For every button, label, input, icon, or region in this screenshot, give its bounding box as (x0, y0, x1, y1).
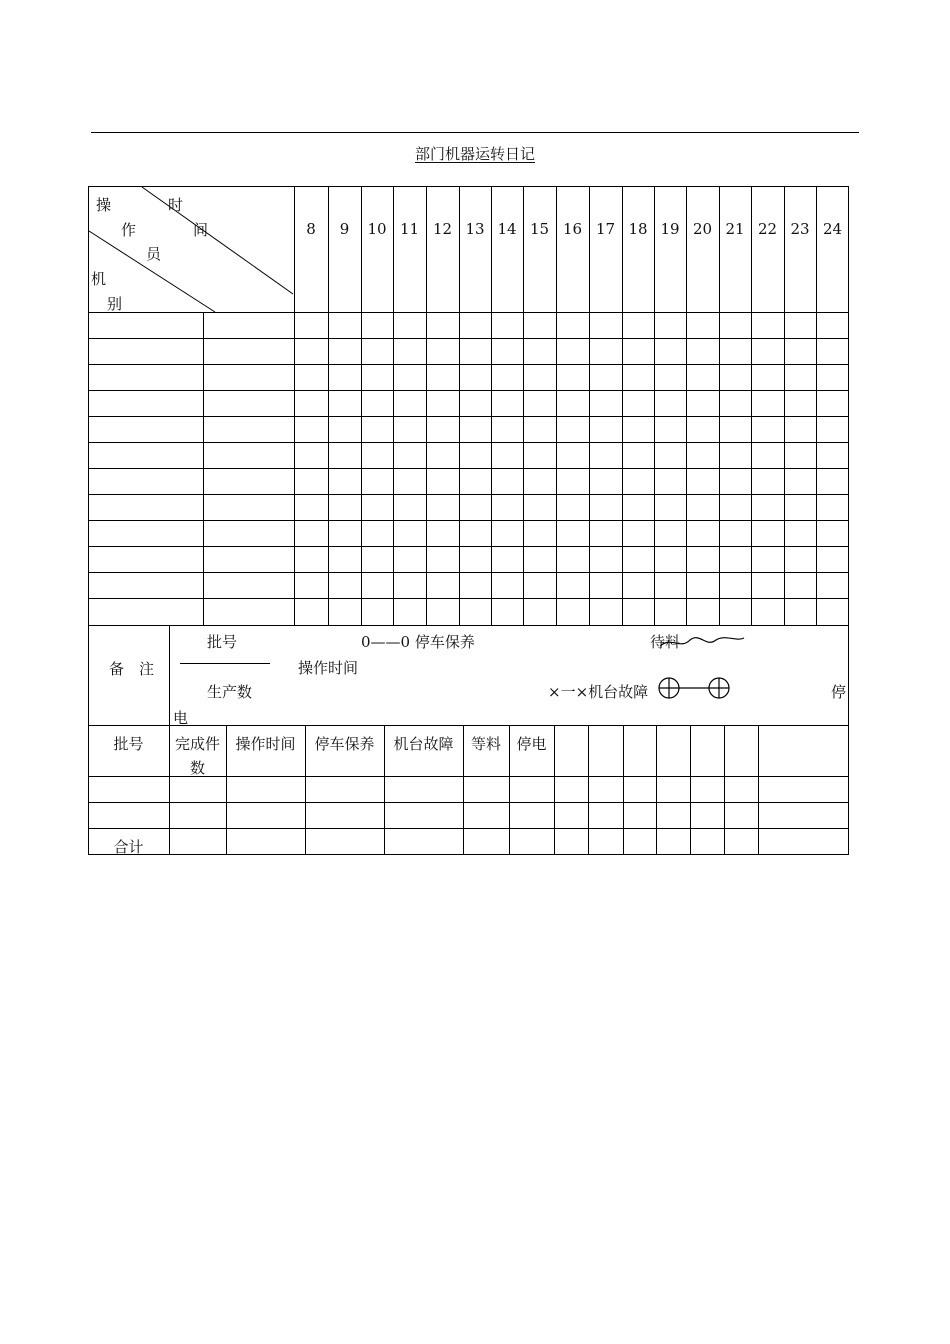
corner-label-jian: 间 (193, 221, 209, 239)
hour-header-20: 20 (692, 220, 713, 238)
hour-header-23: 23 (790, 220, 810, 238)
hour-header-17: 17 (595, 220, 616, 238)
hour-header-11: 11 (399, 220, 420, 238)
hour-header-10: 10 (367, 220, 387, 238)
corner-label-cao: 操 (96, 196, 112, 214)
summary-header-completed-2: 数 (189, 759, 205, 777)
legend-operating-time: 操作时间 (298, 659, 359, 677)
hour-header-22: 22 (757, 220, 778, 238)
hour-header-16: 16 (562, 220, 583, 238)
corner-label-yuan: 员 (146, 245, 162, 263)
hour-header-12: 12 (432, 220, 453, 238)
summary-total-label: 合计 (113, 838, 144, 856)
legend-machine-fault: ×一×机台故障 (548, 683, 649, 701)
corner-label-bie: 别 (107, 295, 123, 313)
hour-header-13: 13 (465, 220, 485, 238)
power-outage-symbol-icon (659, 678, 729, 698)
summary-header-completed: 完成件 (174, 735, 220, 753)
legend-output: 生产数 (207, 683, 253, 701)
hour-header-19: 19 (660, 220, 680, 238)
hour-header-18: 18 (628, 220, 648, 238)
hour-header-15: 15 (529, 220, 550, 238)
summary-header-waiting: 等料 (470, 735, 501, 753)
summary-header-batch: 批号 (113, 735, 144, 753)
summary-header-operating-time: 操作时间 (235, 735, 296, 753)
hour-header-21: 21 (725, 220, 745, 238)
summary-header-maintenance: 停车保养 (314, 735, 375, 753)
legend-power-outage-b: 电 (173, 709, 189, 727)
hour-header-24: 24 (822, 220, 843, 238)
page-title-text: 部门机器运转日记 (414, 145, 535, 163)
summary-header-machine-fault: 机台故障 (393, 735, 454, 753)
legend-power-outage-a: 停 (831, 683, 847, 701)
legend-batch: 批号 (207, 633, 238, 651)
legend-maintenance: 0——0 停车保养 (361, 633, 475, 651)
corner-diagonals (89, 187, 293, 312)
hour-header-8: 8 (306, 220, 316, 238)
corner-label-zuo: 作 (121, 221, 137, 239)
hour-header-14: 14 (497, 220, 517, 238)
hour-header-9: 9 (339, 220, 350, 238)
corner-label-ji: 机 (91, 270, 107, 288)
corner-label-shi: 时 (168, 196, 184, 214)
legend-waiting-material: 待料 (650, 633, 681, 651)
legend-label: 备 注 (109, 660, 155, 678)
summary-header-power: 停电 (516, 735, 547, 753)
